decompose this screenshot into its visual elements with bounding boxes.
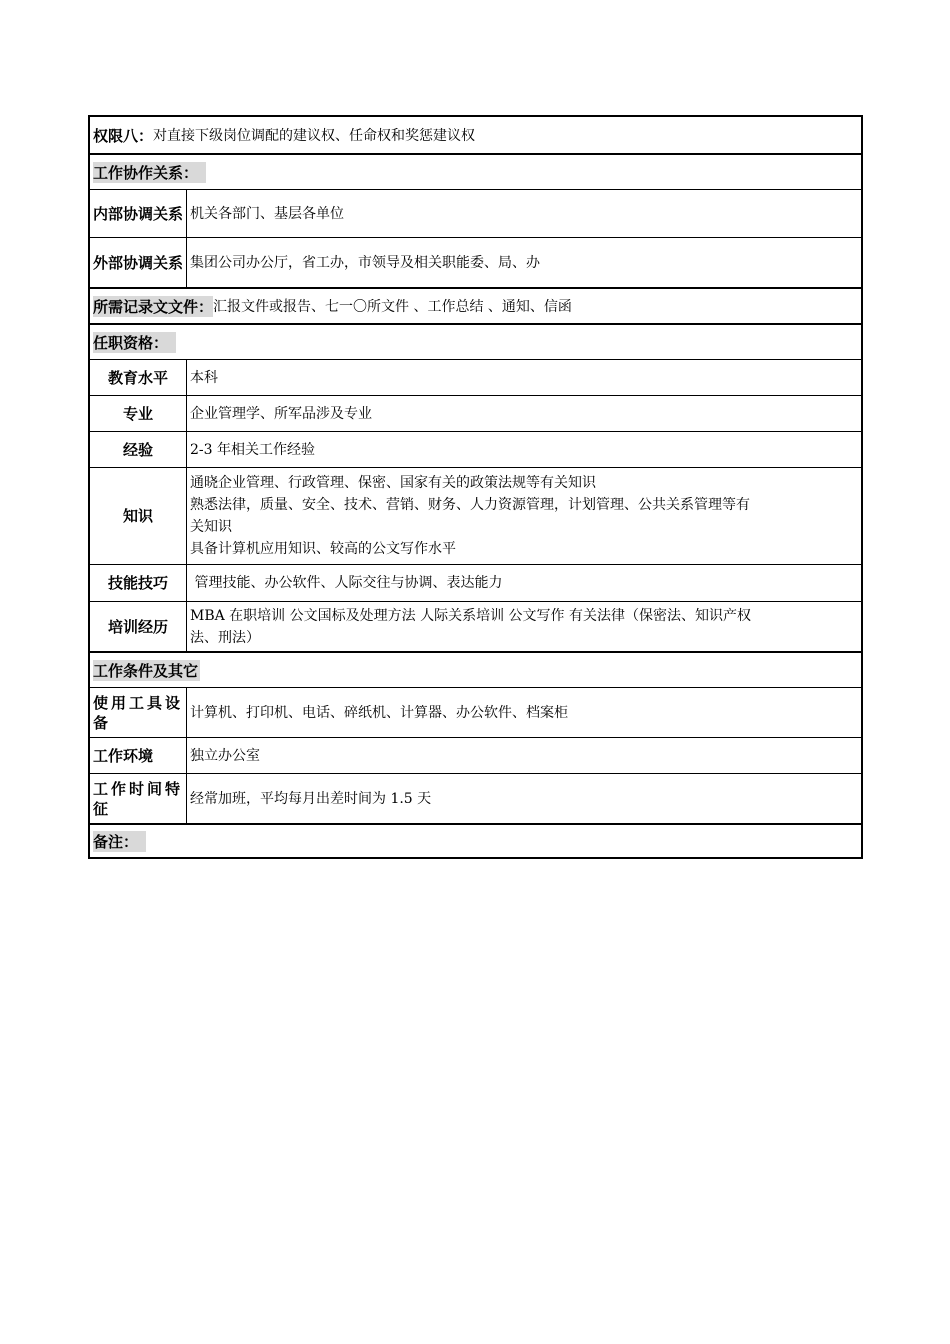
- external-coordination-value: 集团公司办公厅，省工办，市领导及相关职能委、局、办: [190, 254, 540, 271]
- major-label: 专业: [90, 396, 187, 431]
- knowledge-line: 熟悉法律，质量、安全、技术、营销、财务、人力资源管理，计划管理、公共关系管理等有: [190, 497, 750, 513]
- skills-label: 技能技巧: [90, 565, 187, 601]
- qualifications-heading-row: [90, 323, 861, 359]
- qualifications-heading: 任职资格：: [93, 332, 176, 353]
- internal-coordination-label: 内部协调关系: [90, 190, 187, 237]
- knowledge-row: [90, 467, 861, 564]
- authority-row: [90, 117, 861, 153]
- conditions-heading: 工作条件及其它: [93, 661, 199, 680]
- knowledge-line: 通晓企业管理、行政管理、保密、国家有关的政策法规等有关知识: [190, 475, 596, 491]
- tools-value: 计算机、打印机、电话、碎纸机、计算器、办公软件、档案柜: [190, 704, 568, 721]
- environment-row: [90, 737, 861, 773]
- education-row: [90, 359, 861, 395]
- notes-label: 备注：: [93, 831, 146, 852]
- cooperation-heading-row: [90, 153, 861, 189]
- training-row: [90, 601, 861, 651]
- authority-text: 对直接下级岗位调配的建议权、任命权和奖惩建议权: [153, 128, 476, 144]
- records-label: 所需记录文文件：: [93, 297, 214, 316]
- tools-label: 使用工具设备: [90, 688, 187, 737]
- experience-row: [90, 431, 861, 467]
- work-time-row: [90, 773, 861, 823]
- tools-row: [90, 687, 861, 737]
- education-label: 教育水平: [90, 360, 187, 395]
- training-line: MBA 在职培训 公文国标及处理方法 人际关系培训 公文写作 有关法律（保密法、知识产权: [190, 607, 751, 624]
- experience-value: 2-3 年相关工作经验: [190, 441, 315, 458]
- cooperation-heading: 工作协作关系：: [93, 162, 206, 183]
- environment-value: 独立办公室: [190, 747, 260, 764]
- job-description-table: [88, 115, 863, 859]
- training-value: [187, 602, 861, 651]
- authority-label: 权限八：: [93, 126, 154, 145]
- internal-coordination-value: 机关各部门、基层各单位: [190, 205, 344, 222]
- records-row: [90, 287, 861, 323]
- training-label: 培训经历: [90, 602, 187, 651]
- external-coordination-row: [90, 237, 861, 287]
- major-row: [90, 395, 861, 431]
- work-time-value: 经常加班，平均每月出差时间为 1.5 天: [190, 790, 432, 807]
- external-coordination-label: 外部协调关系: [90, 238, 187, 287]
- skills-value: 管理技能、办公软件、人际交往与协调、表达能力: [190, 575, 503, 591]
- major-value: 企业管理学、所军品涉及专业: [190, 405, 372, 422]
- experience-label: 经验: [90, 432, 187, 467]
- environment-label: 工作环境: [90, 738, 187, 773]
- conditions-heading-row: [90, 651, 861, 687]
- skills-row: [90, 564, 861, 601]
- training-line: 法、刑法）: [190, 629, 260, 646]
- knowledge-value: [187, 468, 861, 564]
- knowledge-label: 知识: [90, 468, 187, 564]
- notes-row: [90, 823, 861, 857]
- internal-coordination-row: [90, 189, 861, 237]
- knowledge-line: 关知识: [190, 519, 232, 535]
- knowledge-line: 具备计算机应用知识、较高的公文写作水平: [190, 541, 456, 557]
- records-text: 汇报文件或报告、七一〇所文件 、工作总结 、通知、信函: [213, 299, 572, 315]
- education-value: 本科: [190, 369, 218, 386]
- work-time-label: 工作时间特征: [90, 774, 187, 823]
